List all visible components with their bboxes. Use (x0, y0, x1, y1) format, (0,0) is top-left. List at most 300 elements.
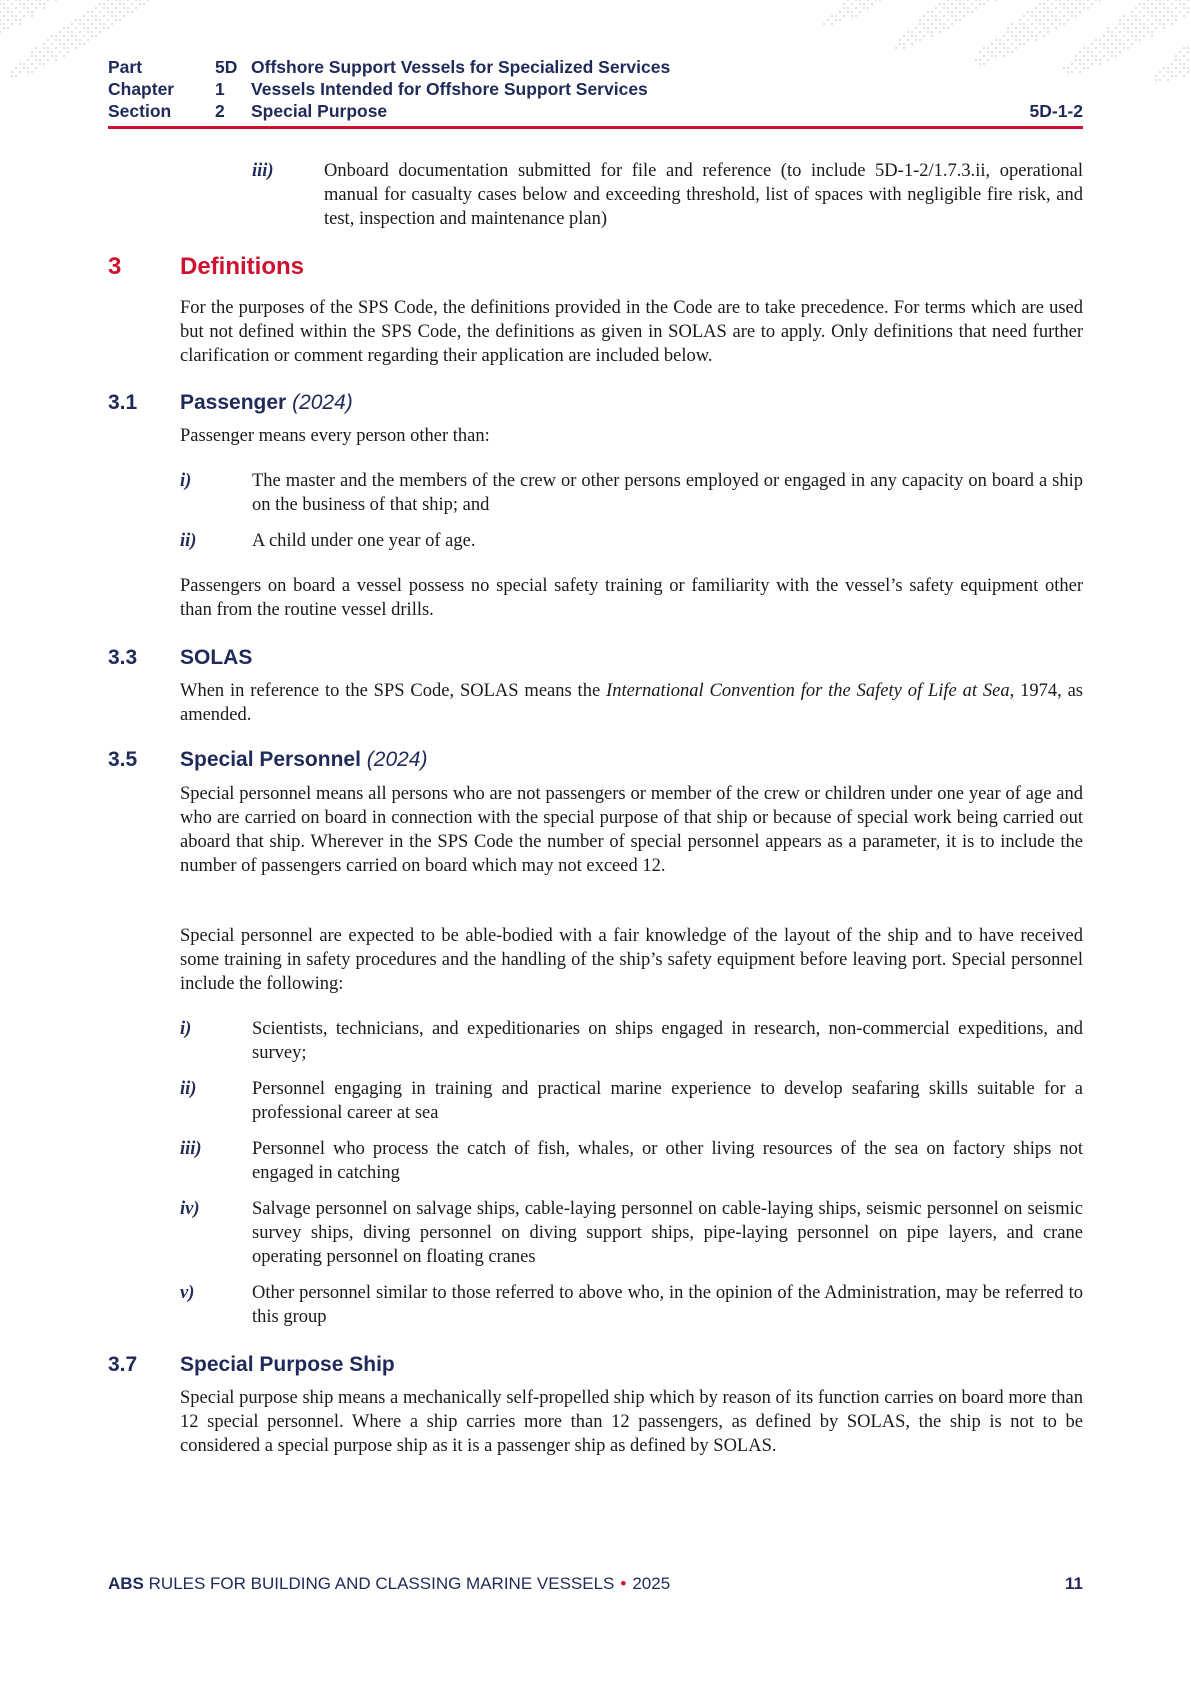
decor-dot (1179, 51, 1181, 53)
list-number: v) (180, 1283, 195, 1303)
decor-dot (47, 59, 49, 61)
decor-dot (1123, 43, 1125, 45)
decor-dot (1111, 43, 1113, 45)
decor-dot (1143, 27, 1145, 29)
decor-dot (947, 19, 949, 21)
decor-dot (1011, 51, 1013, 53)
decor-dot (43, 3, 45, 5)
decor-dot (979, 0, 981, 1)
decor-dot (99, 31, 101, 33)
decor-dot (955, 7, 957, 9)
decor-dot (959, 11, 961, 13)
decor-dot (995, 0, 997, 1)
decor-dot (1035, 15, 1037, 17)
decor-dot (859, 0, 861, 1)
decor-dot (15, 7, 17, 9)
decor-dot (51, 51, 53, 53)
decor-dot (1059, 3, 1061, 5)
decor-dot (1107, 31, 1109, 33)
decor-dot (107, 27, 109, 29)
decor-dot (863, 7, 865, 9)
decor-dot (0, 0, 1, 1)
header-title: Vessels Intended for Offshore Support Services (251, 79, 648, 99)
decor-dot (1127, 19, 1129, 21)
decor-dot (103, 7, 105, 9)
decor-dot (1155, 15, 1157, 17)
decor-dot (1083, 47, 1085, 49)
decor-dot (115, 7, 117, 9)
decor-dot (1175, 15, 1177, 17)
decor-dot (1043, 35, 1045, 37)
decor-dot (103, 3, 105, 5)
decor-dot (63, 47, 65, 49)
decor-dot (39, 0, 41, 1)
decor-dot (1175, 7, 1177, 9)
paragraph (180, 679, 1083, 727)
decor-dot (859, 11, 861, 13)
decor-dot (59, 43, 61, 45)
decor-dot (107, 7, 109, 9)
decor-dot (1175, 75, 1177, 77)
decor-dot (11, 3, 13, 5)
decor-dot (987, 47, 989, 49)
decor-dot (103, 27, 105, 29)
decor-dot (19, 19, 21, 21)
decor-dot (1095, 39, 1097, 41)
decor-dot (1183, 47, 1185, 49)
decor-dot (39, 3, 41, 5)
decor-dot (35, 59, 37, 61)
decor-dot (1043, 7, 1045, 9)
decor-dot (911, 35, 913, 37)
decor-dot (959, 19, 961, 21)
list-number: iv) (180, 1199, 200, 1219)
decor-dot (43, 63, 45, 65)
decor-dot (839, 19, 841, 21)
decor-dot (1139, 3, 1141, 5)
decor-dot (1027, 19, 1029, 21)
decor-dot (1103, 55, 1105, 57)
decor-dot (19, 63, 21, 65)
decor-dot (27, 67, 29, 69)
decor-dot (975, 7, 977, 9)
decor-dot (1147, 31, 1149, 33)
decor-dot (3, 15, 5, 17)
header-label: Part (108, 57, 143, 77)
publication-year: 2025 (632, 1574, 671, 1593)
decor-dot (1131, 31, 1133, 33)
decor-dot (63, 43, 65, 45)
decor-dot (915, 27, 917, 29)
decor-dot (871, 3, 873, 5)
header-number: 5D (215, 57, 238, 77)
list-item-text: Scientists, technicians, and expeditionaries on ships engaged in research, non-commercial expeditions, and survey; (252, 1019, 1083, 1063)
decor-dot (111, 15, 113, 17)
decor-dot (1127, 39, 1129, 41)
decor-dot (823, 23, 825, 25)
list-number: iii) (180, 1139, 202, 1159)
decor-dot (1187, 7, 1189, 9)
decor-dot (35, 47, 37, 49)
decor-dot (1067, 19, 1069, 21)
decor-dot (19, 23, 21, 25)
decor-dot (1183, 7, 1185, 9)
decor-dot (15, 67, 17, 69)
decor-dot (31, 55, 33, 57)
decor-dot (1071, 15, 1073, 17)
decor-dot (35, 0, 37, 1)
decor-dot (1155, 0, 1157, 1)
decor-dot (831, 23, 833, 25)
decor-dot (3, 23, 5, 25)
subsection-number: 3.1 (108, 391, 138, 414)
decor-dot (1027, 39, 1029, 41)
decor-dot (939, 11, 941, 13)
decor-dot (1039, 3, 1041, 5)
decor-dot (1107, 47, 1109, 49)
header-row-section (108, 100, 1083, 122)
decor-dot (1115, 55, 1117, 57)
decor-dot (1039, 31, 1041, 33)
decor-dot (67, 27, 69, 29)
decor-dot (967, 11, 969, 13)
decor-dot (1035, 27, 1037, 29)
decor-dot (1131, 15, 1133, 17)
decor-dot (855, 0, 857, 1)
decor-dot (959, 3, 961, 5)
decor-dot (1063, 3, 1065, 5)
decor-dot (91, 11, 93, 13)
decor-dot (43, 43, 45, 45)
decor-dot (1087, 59, 1089, 61)
decor-dot (923, 15, 925, 17)
decor-dot (83, 27, 85, 29)
decor-dot (1055, 27, 1057, 29)
decor-dot (927, 19, 929, 21)
decor-dot (851, 15, 853, 17)
decor-dot (1119, 31, 1121, 33)
decor-dot (83, 15, 85, 17)
decor-dot (111, 23, 113, 25)
decor-dot (31, 3, 33, 5)
decor-dot (55, 47, 57, 49)
decor-dot (979, 51, 981, 53)
decor-dot (67, 31, 69, 33)
decor-dot (1147, 7, 1149, 9)
decor-dot (1039, 19, 1041, 21)
list-number: i) (180, 1019, 192, 1039)
decor-dot (1047, 7, 1049, 9)
decor-dot (979, 3, 981, 5)
decor-dot (919, 39, 921, 41)
decor-dot (1079, 3, 1081, 5)
decor-dot (1075, 7, 1077, 9)
decor-dot (1011, 23, 1013, 25)
decor-dot (1167, 71, 1169, 73)
decor-dot (951, 3, 953, 5)
decor-dot (1075, 15, 1077, 17)
decor-dot (1071, 3, 1073, 5)
decor-dot (1031, 35, 1033, 37)
decor-dot (35, 67, 37, 69)
decor-dot (7, 19, 9, 21)
decor-dot (0, 11, 1, 13)
decor-dot (1167, 19, 1169, 21)
decor-dot (107, 19, 109, 21)
decor-dot (1071, 11, 1073, 13)
decor-dot (1083, 3, 1085, 5)
decor-dot (1047, 11, 1049, 13)
decor-dot (1171, 3, 1173, 5)
decor-dot (923, 23, 925, 25)
decor-dot (1123, 23, 1125, 25)
decor-dot (1095, 47, 1097, 49)
decor-dot (47, 39, 49, 41)
decor-dot (1091, 51, 1093, 53)
decor-dot (951, 15, 953, 17)
decor-dot (1175, 0, 1177, 1)
decor-dot (923, 27, 925, 29)
decor-dot (75, 35, 77, 37)
decor-dot (1135, 19, 1137, 21)
decor-dot (939, 19, 941, 21)
decor-dot (1087, 47, 1089, 49)
decor-dot (987, 0, 989, 1)
decor-dot (1099, 59, 1101, 61)
decor-dot (1119, 19, 1121, 21)
subsection-heading: SOLAS (180, 646, 253, 669)
decor-dot (903, 47, 905, 49)
decor-dot (963, 3, 965, 5)
decor-dot (1031, 23, 1033, 25)
decor-dot (931, 11, 933, 13)
decor-dot (831, 15, 833, 17)
decor-dot (51, 43, 53, 45)
decor-dot (139, 0, 141, 1)
decor-dot (135, 0, 137, 1)
decor-dot (895, 47, 897, 49)
decor-dot (1059, 23, 1061, 25)
decor-dot (999, 43, 1001, 45)
decor-dot (115, 15, 117, 17)
decor-dot (1151, 31, 1153, 33)
decor-dot (1099, 0, 1101, 1)
decor-dot (79, 31, 81, 33)
decor-dot (1151, 23, 1153, 25)
decor-dot (1155, 19, 1157, 21)
decor-dot (903, 43, 905, 45)
decor-dot (27, 71, 29, 73)
decor-dot (31, 11, 33, 13)
decor-dot (115, 0, 117, 1)
decor-dot (951, 23, 953, 25)
decor-dot (75, 47, 77, 49)
decor-dot (847, 0, 849, 1)
decor-dot (943, 27, 945, 29)
decor-dot (931, 15, 933, 17)
decor-dot (99, 3, 101, 5)
decor-dot (1063, 7, 1065, 9)
decor-dot (999, 39, 1001, 41)
decor-dot (11, 15, 13, 17)
decor-dot (879, 0, 881, 1)
decor-dot (851, 3, 853, 5)
decor-dot (1083, 63, 1085, 65)
decor-dot (91, 23, 93, 25)
decor-dot (1087, 51, 1089, 53)
decor-dot (55, 39, 57, 41)
decor-dot (927, 27, 929, 29)
decor-dot (939, 3, 941, 5)
decor-dot (91, 35, 93, 37)
decor-dot (63, 55, 65, 57)
decor-dot (123, 15, 125, 17)
decor-dot (95, 15, 97, 17)
decor-dot (1127, 47, 1129, 49)
footer-title (108, 1572, 670, 1596)
section-paragraph: For the purposes of the SPS Code, the definitions provided in the Code are to take precedence. For terms which are used but not defined within the SPS Code, the definitions as given in SOLAS are to apply. Only definitions that need further clarification or comment regarding their application are included below. (180, 298, 1083, 366)
decor-dot (1175, 67, 1177, 69)
decor-dot (1147, 0, 1149, 1)
decor-dot (1179, 0, 1181, 1)
decor-dot (867, 0, 869, 1)
decor-dot (1159, 71, 1161, 73)
decor-dot (1135, 27, 1137, 29)
decor-dot (3, 27, 5, 29)
decor-dot (1123, 35, 1125, 37)
decor-dot (15, 75, 17, 77)
decor-dot (131, 11, 133, 13)
decor-dot (1019, 39, 1021, 41)
decor-dot (1007, 51, 1009, 53)
decor-dot (23, 7, 25, 9)
decor-dot (1179, 71, 1181, 73)
decor-dot (1183, 67, 1185, 69)
decor-dot (1139, 23, 1141, 25)
decor-dot (991, 51, 993, 53)
decor-dot (1007, 39, 1009, 41)
decor-dot (1083, 7, 1085, 9)
decor-dot (1131, 35, 1133, 37)
decor-dot (1151, 3, 1153, 5)
decor-dot (1007, 27, 1009, 29)
decor-dot (1011, 31, 1013, 33)
decor-dot (1139, 19, 1141, 21)
decor-dot (1171, 11, 1173, 13)
decor-dot (1051, 23, 1053, 25)
decor-dot (1023, 27, 1025, 29)
decor-dot (91, 15, 93, 17)
footer-bullet: • (620, 1574, 627, 1593)
decor-dot (1015, 27, 1017, 29)
decor-dot (1067, 0, 1069, 1)
decor-dot (107, 0, 109, 1)
decor-dot (1175, 19, 1177, 21)
decor-dot (1051, 11, 1053, 13)
decor-dot (0, 3, 1, 5)
decor-dot (19, 71, 21, 73)
decor-dot (1035, 39, 1037, 41)
decor-dot (1147, 11, 1149, 13)
subsection-title: Special Personnel (180, 748, 361, 771)
decor-dot (1155, 79, 1157, 81)
decor-dot (903, 35, 905, 37)
header-title: Offshore Support Vessels for Specialized Services (251, 57, 671, 77)
decor-dot (943, 15, 945, 17)
decor-dot (83, 35, 85, 37)
decor-dot (27, 0, 29, 1)
list-item-text: A child under one year of age. (252, 531, 476, 551)
decor-dot (1079, 11, 1081, 13)
decor-dot (911, 31, 913, 33)
decor-dot (971, 3, 973, 5)
decor-dot (1047, 0, 1049, 1)
decor-dot (55, 0, 57, 1)
decor-dot (1183, 63, 1185, 65)
decor-dot (835, 19, 837, 21)
decor-dot (911, 43, 913, 45)
decor-dot (43, 55, 45, 57)
decor-dot (1159, 3, 1161, 5)
decor-dot (83, 43, 85, 45)
decor-dot (915, 39, 917, 41)
decor-dot (87, 11, 89, 13)
header-label: Chapter (108, 79, 175, 99)
header-row-chapter (108, 78, 1083, 100)
decor-dot (947, 11, 949, 13)
decor-dot (1043, 15, 1045, 17)
decor-dot (55, 59, 57, 61)
decor-dot (1055, 15, 1057, 17)
header-rule (108, 126, 1083, 129)
decor-dot (43, 7, 45, 9)
decor-dot (935, 27, 937, 29)
decor-dot (1139, 11, 1141, 13)
decor-dot (963, 7, 965, 9)
decor-dot (843, 15, 845, 17)
running-footer (108, 1572, 1083, 1596)
subsection-number: 3.7 (108, 1353, 138, 1376)
decor-dot (1015, 39, 1017, 41)
page-number: 11 (1065, 1574, 1083, 1593)
decor-dot (935, 7, 937, 9)
decor-dot (1011, 35, 1013, 37)
paragraph: Special personnel means all persons who are not passengers or member of the crew or children under one year of age and who are carried on board in connection with the special purpose of that ship or because of special work being carried out aboard that ship. Wherever in the SPS Code the number of special personnel appears as a parameter, it is to include the number of passengers carried on board which may not exceed 12. (180, 784, 1083, 876)
decor-dot (1119, 51, 1121, 53)
decor-dot (39, 51, 41, 53)
decor-dot (1087, 0, 1089, 1)
decor-dot (1063, 15, 1065, 17)
convention-title: International Convention for the Safety of Life at Sea (606, 681, 1010, 701)
decor-dot (15, 15, 17, 17)
decor-dot (59, 39, 61, 41)
decor-dot (1095, 59, 1097, 61)
decor-dot (1111, 51, 1113, 53)
decor-dot (1051, 3, 1053, 5)
decor-dot (0, 19, 1, 21)
decor-dot (1179, 59, 1181, 61)
decor-dot (0, 23, 1, 25)
decor-dot (67, 39, 69, 41)
decor-dot (1143, 3, 1145, 5)
publication-title: RULES FOR BUILDING AND CLASSING MARINE VESSELS (148, 1574, 615, 1593)
decor-dot (951, 11, 953, 13)
decor-dot (15, 19, 17, 21)
header-number: 1 (215, 79, 225, 99)
decor-dot (915, 35, 917, 37)
decor-dot (119, 0, 121, 1)
paragraph: Special purpose ship means a mechanically self-propelled ship which by reason of its function carries on board more than 12 special personnel. Where a ship carries more than 12 passengers, as defined by SOLAS, the ship is not to be considered a special purpose ship as it is a passenger ship as defined by SOLAS. (180, 1388, 1083, 1456)
